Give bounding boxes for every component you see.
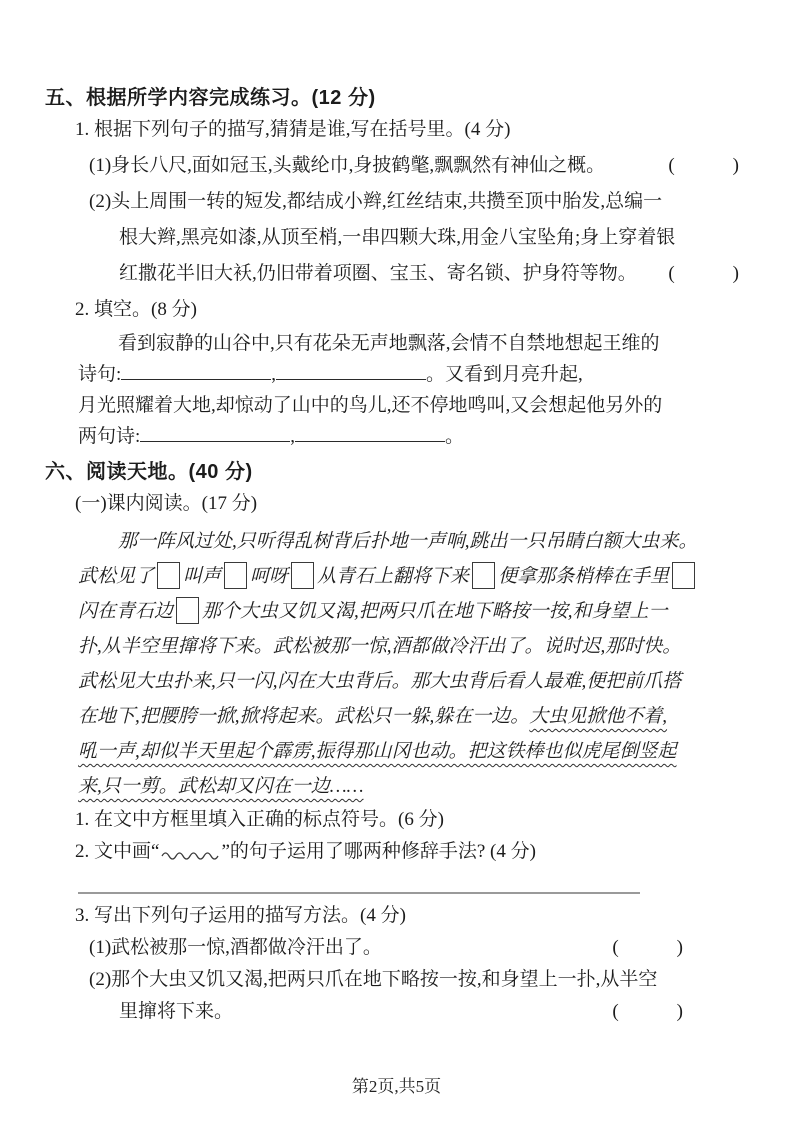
- s6-q3-item-1: [45, 932, 751, 964]
- passage-line-1: 那一阵风过处,只听得乱树背后扑地一声响,跳出一只吊睛白额大虫来。: [118, 531, 698, 552]
- s5-q2-line-2-comma: ,: [271, 364, 277, 385]
- fill-in-blank[interactable]: [295, 423, 445, 442]
- s5-q2-line-4-prefix: 两句诗:: [78, 426, 141, 447]
- s5-q2-line-2-suffix: 。又看到月亮升起,: [426, 364, 583, 385]
- s5-q2-label: 2. 填空。(8 分): [75, 299, 197, 320]
- passage-line-7: [78, 734, 751, 769]
- s6-q2-label-suffix: ”的句子运用了哪两种修辞手法? (4 分): [221, 841, 536, 862]
- passage-line-3: 闪在青石边 那个大虫又饥又渴,把两只爪在地下略按一按,和身望上一: [78, 594, 751, 629]
- answer-bracket[interactable]: ( ): [668, 263, 739, 284]
- answer-bracket[interactable]: ( ): [612, 1001, 683, 1022]
- s6-part-label: (一)课内阅读。(17 分): [75, 493, 258, 514]
- s6-q3-item-2-line-1: (2)那个大虫又饥又渴,把两只爪在地下略按一按,和身望上一扑,从半空: [89, 969, 658, 990]
- passage-line-2: 武松见了 叫声 呵呀 从青石上翻将下来 便拿那条梢棒在手里: [78, 559, 751, 594]
- section-5-title: 五、根据所学内容完成练习。(12 分): [45, 87, 376, 109]
- s6-q1-label: 1. 在文中方框里填入正确的标点符号。(6 分): [75, 809, 444, 830]
- section-5: [45, 84, 751, 452]
- passage-line-5: 武松见大虫扑来,只一闪,闪在大虫背后。那大虫背后看人最难,便把前爪搭: [78, 671, 682, 692]
- answer-bracket[interactable]: ( ): [668, 155, 739, 176]
- s5-q1-item-2-line-2: 根大辫,黑亮如漆,从顶至梢,一串四颗大珠,用金八宝坠角;身上穿着银: [119, 227, 676, 248]
- punctuation-box[interactable]: [291, 562, 314, 589]
- section-6: [45, 458, 751, 1028]
- fill-in-blank[interactable]: [121, 361, 271, 380]
- s5-q1-item-2-line-1: (2)头上周围一转的短发,都结成小辫,红丝结束,共攒至顶中胎发,总编一: [89, 191, 663, 212]
- s5-q1-item-2-line-3: [45, 256, 751, 292]
- punctuation-box[interactable]: [176, 597, 199, 624]
- s6-q3-label: 3. 写出下列句子运用的描写方法。(4 分): [75, 905, 406, 926]
- wavy-underlined-text: 大虫见掀他不着,: [529, 706, 668, 727]
- s6-q2-label: [45, 836, 751, 872]
- s5-q1-label: 1. 根据下列句子的描写,猜猜是谁,写在括号里。(4 分): [75, 119, 511, 140]
- s6-q2-label-prefix: 2. 文中画“: [75, 841, 160, 862]
- s5-q1-item-2-line-3-text: 红撒花半旧大袄,仍旧带着项圈、宝玉、寄名锁、护身符等物。: [119, 263, 637, 284]
- section-6-title: 六、阅读天地。(40 分): [45, 461, 253, 483]
- fill-in-blank[interactable]: [276, 361, 426, 380]
- wavy-line-icon: [161, 840, 219, 872]
- passage-line-6: 在地下,把腰胯一掀,掀将起来。武松只一躲,躲在一边。大虫见掀他不着,: [78, 706, 668, 727]
- s6-q3-item-2-line-2: [45, 996, 751, 1028]
- punctuation-box[interactable]: [472, 562, 495, 589]
- punctuation-box[interactable]: [224, 562, 247, 589]
- s5-q1-item-1-text: (1)身长八尺,面如冠玉,头戴纶巾,身披鹤氅,飘飘然有神仙之概。: [89, 155, 606, 176]
- answer-bracket[interactable]: ( ): [612, 937, 683, 958]
- s6-q3-item-1-text: (1)武松被那一惊,酒都做冷汗出了。: [89, 937, 382, 958]
- page-number: 第2页,共5页: [351, 1077, 442, 1096]
- s5-q2-paragraph-line-1: 看到寂静的山谷中,只有花朵无声地飘落,会情不自禁地想起王维的: [118, 333, 660, 354]
- punctuation-box[interactable]: [157, 562, 180, 589]
- s5-q2-line-2-prefix: 诗句:: [78, 364, 122, 385]
- wavy-underlined-text: 来,只一剪。武松却又闪在一边……: [78, 776, 364, 797]
- s5-q2-paragraph-line-4: [45, 421, 751, 452]
- punctuation-box[interactable]: [672, 562, 695, 589]
- s5-q1-item-1: [45, 148, 751, 184]
- s5-q2-line-4-comma: ,: [290, 426, 296, 447]
- passage-line-4: 扑,从半空里撺将下来。武松被那一惊,酒都做冷汗出了。说时迟,那时快。: [78, 636, 682, 657]
- s5-q2-paragraph-line-2: [45, 359, 751, 390]
- reading-passage: [45, 524, 751, 804]
- s6-q3-item-2-line-2-text: 里撺将下来。: [119, 1001, 234, 1022]
- s5-q2-paragraph-line-3: 月光照耀着大地,却惊动了山中的鸟儿,还不停地鸣叫,又会想起他另外的: [78, 395, 663, 416]
- passage-line-8: [78, 769, 751, 804]
- answer-line[interactable]: [78, 892, 640, 894]
- s5-q2-line-4-suffix: 。: [445, 426, 465, 447]
- fill-in-blank[interactable]: [140, 423, 290, 442]
- wavy-underlined-text: 吼一声,却似半天里起个霹雳,振得那山冈也动。把这铁棒也似虎尾倒竖起: [78, 741, 677, 762]
